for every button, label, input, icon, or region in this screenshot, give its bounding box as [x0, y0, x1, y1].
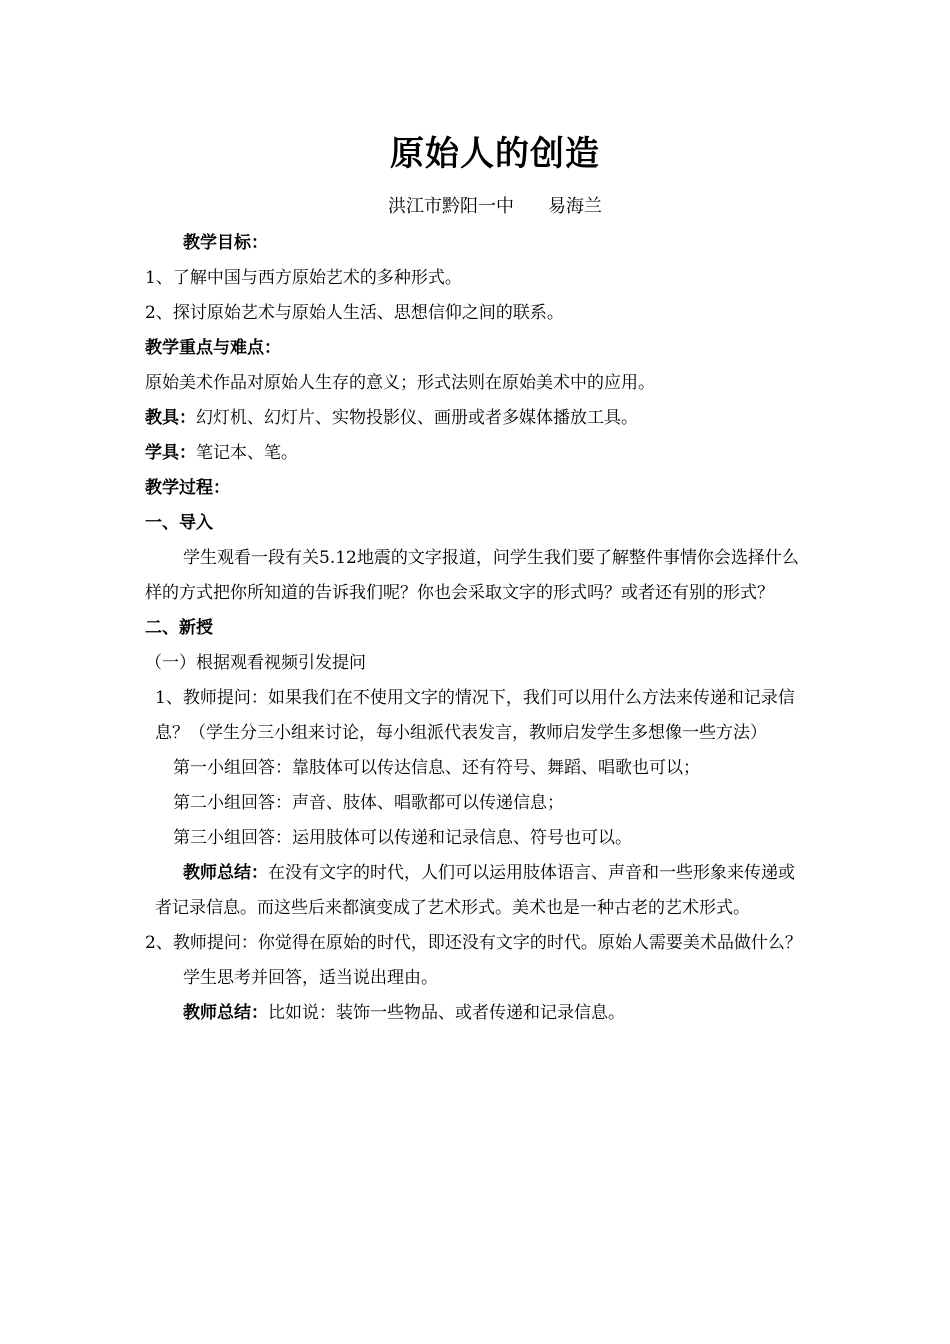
- tools-line: [145, 401, 810, 436]
- intro-heading: 一、导入: [145, 513, 213, 533]
- question-2: 2、教师提问：你觉得在原始的时代，即还没有文字的时代。原始人需要美术品做什么？: [145, 933, 802, 953]
- sub-section-1: （一）根据观看视频引发提问: [145, 653, 366, 673]
- author-name: 易海兰: [548, 196, 602, 217]
- goal-item: 1、了解中国与西方原始艺术的多种形式。: [145, 268, 462, 288]
- key-points-heading: 教学重点与难点：: [145, 338, 281, 358]
- summary-label: 教师总结：: [183, 1003, 268, 1023]
- learning-tools-text: 笔记本、笔。: [196, 443, 298, 463]
- school-name: 洪江市黔阳一中: [388, 196, 514, 217]
- summary-text: 比如说：装饰一些物品、或者传递和记录信息。: [268, 1003, 625, 1023]
- learning-tools-label: 学具：: [145, 443, 196, 463]
- question-1: 1、教师提问：如果我们在不使用文字的情况下，我们可以用什么方法来传递和记录信息？（学生分三小组来讨论，每小组派代表发言，教师启发学生多想像一些方法）: [155, 688, 795, 743]
- answer-2: 学生思考并回答，适当说出理由。: [183, 968, 438, 988]
- teacher-summary-2: [145, 996, 810, 1031]
- intro-text: 学生观看一段有关5.12地震的文字报道，问学生我们要了解整件事情你会选择什么样的方式把你所知道的告诉我们呢？你也会采取文字的形式吗？或者还有别的形式？: [145, 548, 799, 603]
- key-points-text: 原始美术作品对原始人生存的意义；形式法则在原始美术中的应用。: [145, 373, 655, 393]
- byline: [0, 192, 950, 218]
- teacher-summary-1: [145, 856, 810, 926]
- document-body: [145, 226, 810, 1031]
- tools-label: 教具：: [145, 408, 196, 428]
- group-answer: 第二小组回答：声音、肢体、唱歌都可以传递信息；: [173, 793, 564, 813]
- process-heading: 教学过程：: [145, 478, 230, 498]
- summary-text: 在没有文字的时代，人们可以运用肢体语言、声音和一些形象来传递或者记录信息。而这些后来都演变成了艺术形式。美术也是一种古老的艺术形式。: [155, 863, 795, 918]
- new-lesson-heading: 二、新授: [145, 618, 213, 638]
- goals-heading: 教学目标：: [183, 233, 268, 253]
- group-answer: 第三小组回答：运用肢体可以传递和记录信息、符号也可以。: [173, 828, 632, 848]
- document-title: 原始人的创造: [390, 134, 600, 174]
- group-answer: 第一小组回答：靠肢体可以传达信息、还有符号、舞蹈、唱歌也可以；: [173, 758, 700, 778]
- learning-tools-line: [145, 436, 810, 471]
- summary-label: 教师总结：: [183, 863, 268, 883]
- tools-text: 幻灯机、幻灯片、实物投影仪、画册或者多媒体播放工具。: [196, 408, 638, 428]
- goal-item: 2、探讨原始艺术与原始人生活、思想信仰之间的联系。: [145, 303, 564, 323]
